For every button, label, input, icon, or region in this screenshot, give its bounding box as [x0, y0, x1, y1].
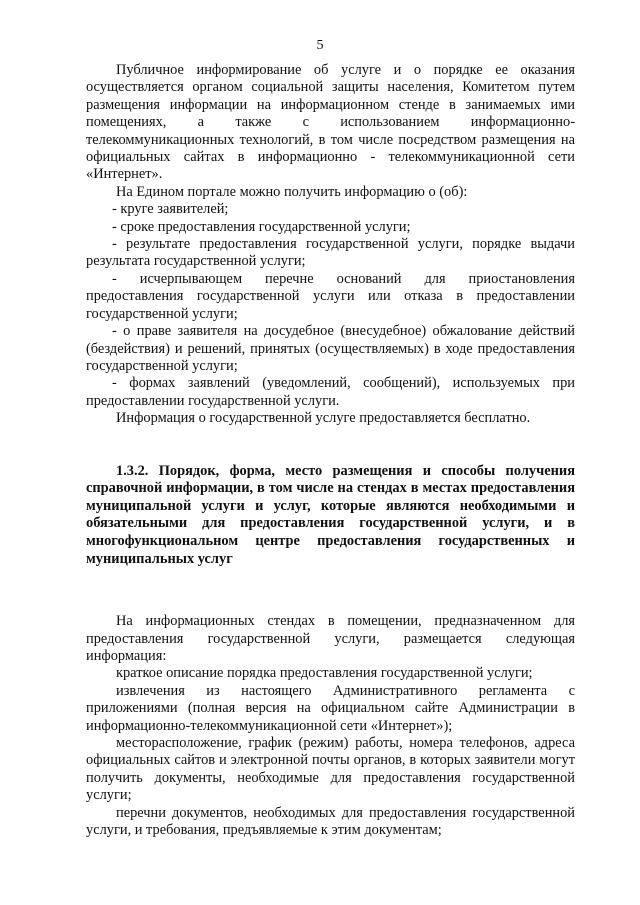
list-item-brief-description: краткое описание порядка предоставления государственной услуги;: [116, 665, 533, 682]
list-item-applicants: - круге заявителей;: [112, 201, 229, 218]
list-item-regulation-extracts: извлечения из настоящего Административного регламента с приложениями (полная версия на официальном сайте Администрации в информационно-телекоммуникационной сети «Интернет»);: [86, 682, 575, 734]
section-heading: 1.3.2. Порядок, форма, место размещения и способы получения справочной информации, в том числе на стендах в местах предоставления муниципальной услуги и услуг, которые являются необходимыми и обязательными для предоставления государственной услуги, и в многофункциональном центре предоставления государственных и муниципальных услуг: [86, 462, 575, 567]
list-item-service-term: - сроке предоставления государственной услуги;: [112, 218, 411, 235]
section-spacer: [86, 428, 575, 463]
page-number: 5: [316, 38, 324, 53]
paragraph-public-informing: Публичное информирование об услуге и о порядке ее оказания осуществляется органом социальной защиты населения, Комитетом путем размещения информации на информационном стенде в занимаемых ими помещениях, а также с использованием информационно-телекоммуникационных технологий, в том числе посредством размещения на официальных сайтах в информационно - телекоммуникационной сети «Интернет».: [86, 62, 575, 183]
paragraph-information-stands: На информационных стендах в помещении, предназначенном для предоставления государственной услуги, размещается следующая информация:: [86, 613, 575, 664]
paragraph-unified-portal-intro: На Едином портале можно получить информацию о (об):: [116, 183, 468, 200]
list-item-service-result: - результате предоставления государственной услуги, порядке выдачи результата государственной услуги;: [86, 236, 575, 270]
paragraph-free-information: Информация о государственной услуге предоставляется бесплатно.: [116, 410, 531, 427]
list-item-document-lists: перечни документов, необходимых для предоставления государственной услуги, и требования, предъявляемые к этим документам;: [86, 804, 575, 838]
document-body: [86, 62, 575, 839]
section-spacer: [86, 568, 575, 613]
list-item-appeal-right: - о праве заявителя на досудебное (внесудебное) обжалование действий (бездействия) и решений, принятых (осуществляемых) в ходе предоставления государственной услуги;: [86, 323, 575, 374]
list-item-location-schedule: месторасположение, график (режим) работы, номера телефонов, адреса официальных сайтов и электронной почты органов, в которых заявители могут получить документы, необходимые для предоставления государственной услуги;: [86, 734, 575, 804]
list-item-suspension-grounds: - исчерпывающем перечне оснований для приостановления предоставления государственной услуги или отказа в предоставлении государственной услуги;: [86, 270, 575, 322]
list-item-application-forms: - формах заявлений (уведомлений, сообщений), используемых при предоставлении государственной услуги.: [86, 375, 575, 409]
